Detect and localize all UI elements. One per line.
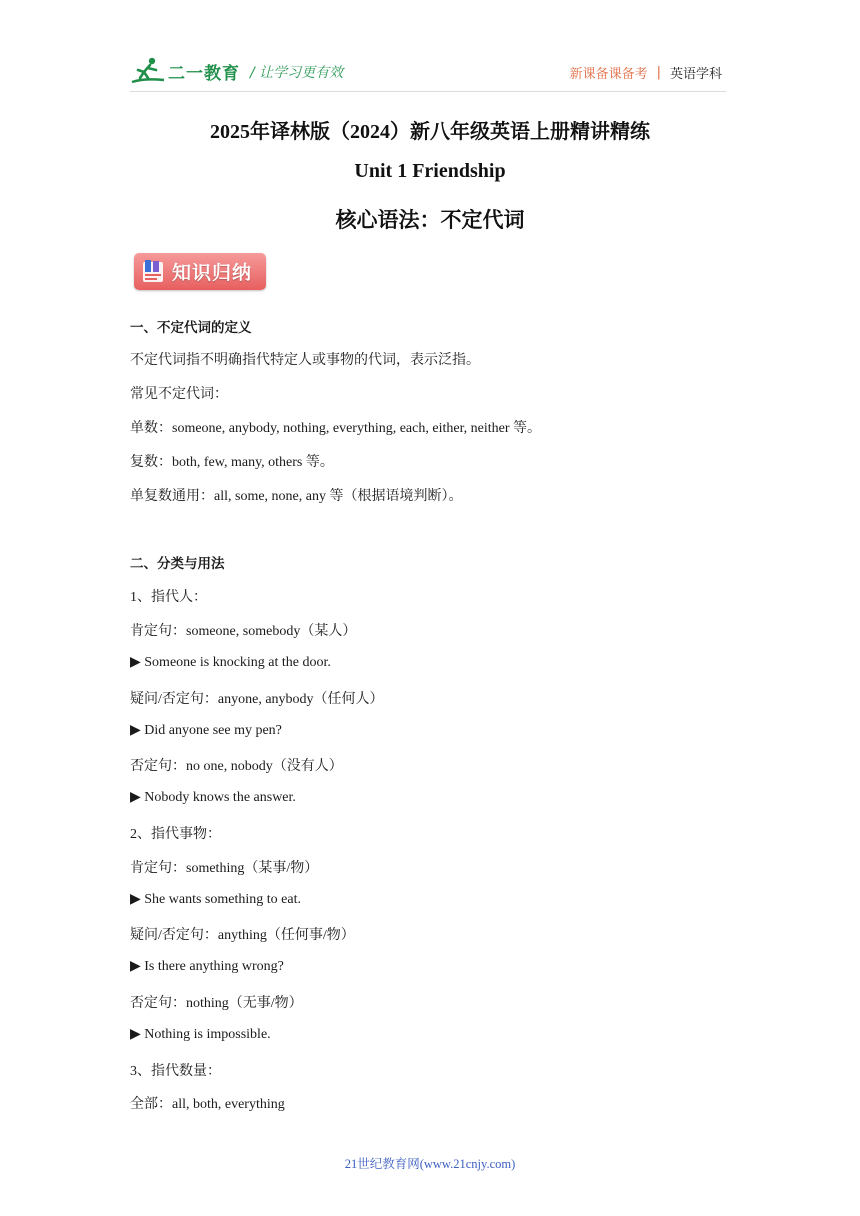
people-negative-example: ▶ Nobody knows the answer. xyxy=(130,790,296,805)
both-number-list: 单复数通用：all, some, none, any 等（根据语境判断）。 xyxy=(130,489,463,504)
things-negative-example: ▶ Nothing is impossible. xyxy=(130,1027,271,1042)
things-affirmative-example: ▶ She wants something to eat. xyxy=(130,892,301,907)
book-icon xyxy=(140,258,166,285)
people-affirmative: 肯定句：someone, somebody（某人） xyxy=(130,624,357,639)
badge-label: 知识归纳 xyxy=(172,262,253,284)
things-question: 疑问/否定句：anything（任何事/物） xyxy=(130,928,355,943)
things-question-example: ▶ Is there anything wrong? xyxy=(130,959,284,974)
quantity-all: 全部：all, both, everything xyxy=(130,1097,285,1112)
common-pronouns-label: 常见不定代词： xyxy=(130,387,228,402)
document-title: 2025年译林版（2024）新八年级英语上册精讲精练 xyxy=(210,121,650,143)
people-negative: 否定句：no one, nobody（没有人） xyxy=(130,759,343,774)
section-heading-definition: 一、不定代词的定义 xyxy=(130,320,252,336)
people-question: 疑问/否定句：anyone, anybody（任何人） xyxy=(130,692,384,707)
header-divider xyxy=(130,91,726,92)
unit-title: Unit 1 Friendship xyxy=(354,160,506,182)
logo-text: 二一教育 xyxy=(168,63,240,84)
knowledge-summary-badge xyxy=(134,253,266,290)
brand-logo xyxy=(130,56,240,86)
things-negative: 否定句：nothing（无事/物） xyxy=(130,996,303,1011)
things-affirmative: 肯定句：something（某事/物） xyxy=(130,861,319,876)
page-header xyxy=(130,56,726,90)
people-subheading: 1、指代人： xyxy=(130,590,207,605)
slogan: / 让学习更有效 xyxy=(250,65,344,81)
header-separator: | xyxy=(656,65,661,80)
quantity-subheading: 3、指代数量： xyxy=(130,1064,221,1079)
people-question-example: ▶ Did anyone see my pen? xyxy=(130,723,282,738)
runner-logo-icon xyxy=(130,56,166,86)
header-tagline: 新课备课备考 xyxy=(569,67,648,82)
section-heading-usage: 二、分类与用法 xyxy=(130,556,225,572)
things-subheading: 2、指代事物： xyxy=(130,827,221,842)
plural-list: 复数：both, few, many, others 等。 xyxy=(130,455,334,470)
header-right xyxy=(570,63,722,82)
singular-list: 单数：someone, anybody, nothing, everything, each, either, neither 等。 xyxy=(130,421,542,436)
definition-text: 不定代词指不明确指代特定人或事物的代词，表示泛指。 xyxy=(130,353,480,368)
topic-title: 核心语法：不定代词 xyxy=(335,208,525,232)
footer-link[interactable]: 21世纪教育网(www.21cnjy.com) xyxy=(344,1157,516,1171)
people-affirmative-example: ▶ Someone is knocking at the door. xyxy=(130,655,331,670)
subject-label: 英语学科 xyxy=(669,67,722,82)
